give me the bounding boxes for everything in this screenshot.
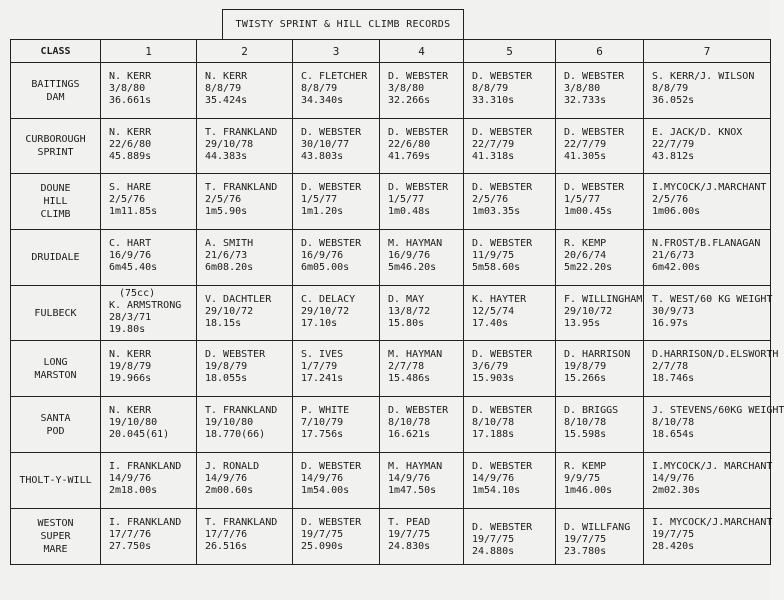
- record-cell: [101, 63, 197, 119]
- record-date: 2/5/76: [205, 194, 242, 205]
- record-time: 16.97s: [652, 318, 689, 329]
- record-time: 17.10s: [301, 318, 338, 329]
- record-cell: [556, 63, 644, 119]
- record-name: V. DACHTLER: [205, 294, 272, 305]
- record-name: D. WEBSTER: [472, 405, 533, 416]
- record-date: 2/5/76: [472, 194, 509, 205]
- record-date: 2/7/78: [388, 361, 425, 372]
- record-cell: [197, 509, 293, 565]
- record-time: 1m0.48s: [388, 206, 431, 217]
- record-cell: [101, 230, 197, 286]
- record-date: 3/8/80: [388, 83, 425, 94]
- record-name: T. WEST/60 KG WEIGHT: [652, 294, 773, 305]
- record-name: F. WILLINGHAM: [564, 294, 643, 305]
- record-time: 13.95s: [564, 318, 601, 329]
- record-cell: [293, 286, 380, 341]
- record-time: 28.420s: [652, 541, 695, 552]
- record-date: 14/9/76: [652, 473, 695, 484]
- record-cell: [464, 286, 556, 341]
- record-cell: [380, 341, 464, 397]
- record-time: 15.266s: [564, 373, 607, 384]
- record-time: 43.803s: [301, 151, 344, 162]
- record-date: 22/7/79: [652, 139, 695, 150]
- record-cell: [101, 509, 197, 565]
- record-time: 1m06.00s: [652, 206, 701, 217]
- record-name: D. WEBSTER: [472, 461, 533, 472]
- record-time: 5m58.60s: [472, 262, 521, 273]
- record-date: 7/10/79: [301, 417, 344, 428]
- record-cell: [101, 286, 197, 341]
- record-name: N. KERR: [109, 127, 152, 138]
- record-time: 24.830s: [388, 541, 431, 552]
- record-date: 2/5/76: [652, 194, 689, 205]
- record-cell: [644, 286, 771, 341]
- record-name: N. KERR: [109, 71, 152, 82]
- class-name-cell: LONG MARSTON: [11, 341, 101, 397]
- table-row: [11, 453, 771, 509]
- record-cell: [644, 397, 784, 453]
- record-name: D. BRIGGS: [564, 405, 619, 416]
- record-date: 8/10/78: [652, 417, 695, 428]
- record-time: 1m5.90s: [205, 206, 248, 217]
- record-date: 22/7/79: [564, 139, 607, 150]
- record-name: C. FLETCHER: [301, 71, 368, 82]
- record-cell: [101, 119, 197, 174]
- table-row: [11, 341, 771, 397]
- record-date: 8/8/79: [652, 83, 689, 94]
- table-row: [11, 286, 771, 341]
- record-cell: [197, 397, 293, 453]
- record-name: E. JACK/D. KNOX: [652, 127, 743, 138]
- record-date: 8/10/78: [564, 417, 607, 428]
- record-cell: [380, 230, 464, 286]
- record-cell: [380, 63, 464, 119]
- record-cell: [556, 119, 644, 174]
- record-name: J. STEVENS/60KG WEIGHT: [652, 405, 784, 416]
- record-name: D. WEBSTER: [472, 349, 533, 360]
- record-date: 19/7/75: [472, 534, 515, 545]
- record-date: 8/10/78: [472, 417, 515, 428]
- record-time: 18.15s: [205, 318, 242, 329]
- record-date: 22/7/79: [472, 139, 515, 150]
- record-cell: [197, 230, 293, 286]
- record-cell: [101, 453, 197, 509]
- record-name: D. HARRISON: [564, 349, 631, 360]
- record-cell: [556, 509, 644, 565]
- record-date: 8/8/79: [205, 83, 242, 94]
- record-name: N. KERR: [205, 71, 248, 82]
- column-header-2: 2: [197, 40, 293, 63]
- record-name: D. WEBSTER: [388, 127, 449, 138]
- record-name: D. WEBSTER: [301, 127, 362, 138]
- record-date: 14/9/76: [109, 473, 152, 484]
- record-date: 16/9/76: [109, 250, 152, 261]
- record-date: 17/7/76: [109, 529, 152, 540]
- record-date: 29/10/72: [564, 306, 613, 317]
- record-name: T. FRANKLAND: [205, 517, 278, 528]
- class-column-header: CLASS: [11, 40, 101, 63]
- records-table: [10, 39, 784, 565]
- record-time: 44.383s: [205, 151, 248, 162]
- record-date: 16/9/76: [301, 250, 344, 261]
- record-date: 3/8/80: [564, 83, 601, 94]
- record-cell: [644, 230, 771, 286]
- record-name: S. HARE: [109, 182, 152, 193]
- record-cell: [101, 174, 197, 230]
- record-date: 20/6/74: [564, 250, 607, 261]
- class-name-cell: THOLT-Y-WILL: [11, 453, 101, 509]
- record-name: M. HAYMAN: [388, 238, 443, 249]
- record-date: 2/5/76: [109, 194, 146, 205]
- record-name: D. WEBSTER: [301, 182, 362, 193]
- record-time: 20.045(61): [109, 429, 170, 440]
- record-cell: [101, 341, 197, 397]
- record-name: D. WEBSTER: [472, 127, 533, 138]
- record-time: 15.80s: [388, 318, 425, 329]
- record-cell: [380, 509, 464, 565]
- record-name: D. WEBSTER: [388, 182, 449, 193]
- record-time: 19.80s: [109, 324, 146, 335]
- record-cell: [644, 453, 771, 509]
- record-date: 8/8/79: [472, 83, 509, 94]
- record-cell: [380, 174, 464, 230]
- record-date: 29/10/72: [205, 306, 254, 317]
- record-time: 41.305s: [564, 151, 607, 162]
- record-name: D. MAY: [388, 294, 425, 305]
- record-date: 21/6/73: [205, 250, 248, 261]
- record-cell: [197, 453, 293, 509]
- column-header-1: 1: [101, 40, 197, 63]
- record-time: 1m11.85s: [109, 206, 158, 217]
- record-date: 1/7/79: [301, 361, 338, 372]
- record-time: 2m02.30s: [652, 485, 701, 496]
- record-time: 27.750s: [109, 541, 152, 552]
- record-name: D. WEBSTER: [301, 517, 362, 528]
- column-header-4: 4: [380, 40, 464, 63]
- record-time: 36.661s: [109, 95, 152, 106]
- record-date: 19/8/79: [564, 361, 607, 372]
- record-time: 34.340s: [301, 95, 344, 106]
- record-name: N.FROST/B.FLANAGAN: [652, 238, 761, 249]
- record-time: 25.090s: [301, 541, 344, 552]
- record-cell: [380, 397, 464, 453]
- record-time: 19.966s: [109, 373, 152, 384]
- record-name: I.MYCOCK/J. MARCHANT: [652, 461, 773, 472]
- record-cell: [464, 397, 556, 453]
- record-time: 1m47.50s: [388, 485, 437, 496]
- record-time: 36.052s: [652, 95, 695, 106]
- record-date: 8/10/78: [388, 417, 431, 428]
- record-time: 17.756s: [301, 429, 344, 440]
- record-name: P. WHITE: [301, 405, 350, 416]
- record-name: C. DELACY: [301, 294, 356, 305]
- record-name: S. IVES: [301, 349, 344, 360]
- record-date: 12/5/74: [472, 306, 515, 317]
- column-header-6: 6: [556, 40, 644, 63]
- record-name: R. KEMP: [564, 461, 607, 472]
- record-cell: [197, 341, 293, 397]
- record-cell: [644, 509, 771, 565]
- header-row: [11, 40, 771, 63]
- record-cell: [464, 119, 556, 174]
- record-date: 22/6/80: [388, 139, 431, 150]
- record-date: 14/9/76: [472, 473, 515, 484]
- record-date: 30/10/77: [301, 139, 350, 150]
- record-name: K. ARMSTRONG: [109, 300, 182, 311]
- record-date: 19/8/79: [205, 361, 248, 372]
- record-name: M. HAYMAN: [388, 461, 443, 472]
- record-time: 32.733s: [564, 95, 607, 106]
- record-name: D. WEBSTER: [205, 349, 266, 360]
- class-name-cell: BAITINGS DAM: [11, 63, 101, 119]
- record-time: 33.310s: [472, 95, 515, 106]
- record-cell: [101, 397, 197, 453]
- record-name: I. MYCOCK/J.MARCHANT: [652, 517, 773, 528]
- record-time: 2m00.60s: [205, 485, 254, 496]
- record-name: D. WEBSTER: [564, 127, 625, 138]
- record-date: 19/10/80: [109, 417, 158, 428]
- record-time: 1m00.45s: [564, 206, 613, 217]
- record-time: 17.188s: [472, 429, 515, 440]
- record-date: 30/9/73: [652, 306, 695, 317]
- class-name-cell: DOUNE HILL CLIMB: [11, 174, 101, 230]
- record-name: D. WEBSTER: [564, 71, 625, 82]
- record-cell: [197, 119, 293, 174]
- record-time: 26.516s: [205, 541, 248, 552]
- record-time: 23.780s: [564, 546, 607, 557]
- record-time: 6m08.20s: [205, 262, 254, 273]
- record-time: 41.769s: [388, 151, 431, 162]
- record-cell: [380, 119, 464, 174]
- class-name-cell: SANTA POD: [11, 397, 101, 453]
- record-time: 18.654s: [652, 429, 695, 440]
- record-time: 5m46.20s: [388, 262, 437, 273]
- record-name: D. WEBSTER: [388, 71, 449, 82]
- record-name: I. FRANKLAND: [109, 517, 182, 528]
- record-cell: [464, 174, 556, 230]
- class-name-cell: CURBOROUGH SPRINT: [11, 119, 101, 174]
- record-cell: [293, 230, 380, 286]
- record-cell: [556, 286, 644, 341]
- record-name: D. WEBSTER: [301, 238, 362, 249]
- record-time: 43.812s: [652, 151, 695, 162]
- record-time: 6m45.40s: [109, 262, 158, 273]
- record-time: 1m46.00s: [564, 485, 613, 496]
- record-cell: [556, 397, 644, 453]
- record-time: 45.889s: [109, 151, 152, 162]
- record-cell: [464, 341, 556, 397]
- class-name-cell: DRUIDALE: [11, 230, 101, 286]
- record-name: N. KERR: [109, 405, 152, 416]
- record-time: 41.318s: [472, 151, 515, 162]
- record-cell: [293, 397, 380, 453]
- record-cell: [556, 174, 644, 230]
- record-time: 18.055s: [205, 373, 248, 384]
- record-cell: [380, 453, 464, 509]
- record-time: 15.598s: [564, 429, 607, 440]
- record-date: 16/9/76: [388, 250, 431, 261]
- record-date: 22/6/80: [109, 139, 152, 150]
- record-name: I. FRANKLAND: [109, 461, 182, 472]
- record-name: T. FRANKLAND: [205, 405, 278, 416]
- record-name: T. FRANKLAND: [205, 127, 278, 138]
- record-time: 32.266s: [388, 95, 431, 106]
- record-time: 1m1.20s: [301, 206, 344, 217]
- record-time: 18.770(66): [205, 429, 266, 440]
- record-name: D. WEBSTER: [301, 461, 362, 472]
- record-cell: [556, 453, 644, 509]
- record-cell: [464, 230, 556, 286]
- record-date: 2/7/78: [652, 361, 689, 372]
- record-cell: [197, 174, 293, 230]
- record-date: 28/3/71: [109, 312, 152, 323]
- record-date: 8/8/79: [301, 83, 338, 94]
- record-date: 1/5/77: [301, 194, 338, 205]
- record-cell: [644, 174, 771, 230]
- record-cell: [197, 286, 293, 341]
- record-time: 5m22.20s: [564, 262, 613, 273]
- table-row: [11, 119, 771, 174]
- column-header-5: 5: [464, 40, 556, 63]
- record-name: M. HAYMAN: [388, 349, 443, 360]
- record-time: 1m03.35s: [472, 206, 521, 217]
- record-cell: [293, 453, 380, 509]
- record-name: T. FRANKLAND: [205, 182, 278, 193]
- table-row: [11, 230, 771, 286]
- record-cell: [293, 174, 380, 230]
- record-name: D. WEBSTER: [472, 71, 533, 82]
- record-date: 9/9/75: [564, 473, 601, 484]
- column-header-7: 7: [644, 40, 771, 63]
- record-date: 3/8/80: [109, 83, 146, 94]
- record-time: 17.241s: [301, 373, 344, 384]
- record-date: 1/5/77: [564, 194, 601, 205]
- record-name: D. WILLFANG: [564, 522, 631, 533]
- record-name: D.HARRISON/D.ELSWORTH: [652, 349, 779, 360]
- record-date: 29/10/78: [205, 139, 254, 150]
- record-time: 18.746s: [652, 373, 695, 384]
- record-time: 16.621s: [388, 429, 431, 440]
- record-cell: [644, 341, 779, 397]
- record-note: (75cc): [119, 288, 156, 299]
- record-cell: [556, 341, 644, 397]
- record-name: K. HAYTER: [472, 294, 527, 305]
- record-time: 1m54.00s: [301, 485, 350, 496]
- record-name: A. SMITH: [205, 238, 254, 249]
- record-name: D. WEBSTER: [472, 182, 533, 193]
- record-date: 11/9/75: [472, 250, 515, 261]
- record-cell: [464, 509, 556, 565]
- record-name: J. RONALD: [205, 461, 260, 472]
- record-time: 35.424s: [205, 95, 248, 106]
- record-date: 19/7/75: [301, 529, 344, 540]
- records-body: [11, 63, 784, 565]
- record-name: D. WEBSTER: [472, 522, 533, 533]
- record-date: 19/7/75: [652, 529, 695, 540]
- record-time: 17.40s: [472, 318, 509, 329]
- record-cell: [293, 63, 380, 119]
- table-row: [11, 63, 771, 119]
- record-date: 19/7/75: [564, 534, 607, 545]
- record-name: R. KEMP: [564, 238, 607, 249]
- record-cell: [644, 63, 771, 119]
- record-cell: [293, 119, 380, 174]
- record-name: D. WEBSTER: [472, 238, 533, 249]
- record-name: D. WEBSTER: [564, 182, 625, 193]
- record-time: 1m54.10s: [472, 485, 521, 496]
- record-name: D. WEBSTER: [388, 405, 449, 416]
- record-date: 19/10/80: [205, 417, 254, 428]
- class-name-cell: WESTON SUPER MARE: [11, 509, 101, 565]
- record-date: 3/6/79: [472, 361, 509, 372]
- record-date: 21/6/73: [652, 250, 695, 261]
- record-name: C. HART: [109, 238, 152, 249]
- record-cell: [556, 230, 644, 286]
- record-date: 14/9/76: [205, 473, 248, 484]
- record-date: 19/8/79: [109, 361, 152, 372]
- record-time: 6m42.00s: [652, 262, 701, 273]
- record-time: 15.903s: [472, 373, 515, 384]
- record-time: 6m05.00s: [301, 262, 350, 273]
- table-row: [11, 509, 771, 565]
- record-date: 17/7/76: [205, 529, 248, 540]
- record-date: 29/10/72: [301, 306, 350, 317]
- record-date: 19/7/75: [388, 529, 431, 540]
- record-name: T. PEAD: [388, 517, 431, 528]
- record-name: N. KERR: [109, 349, 152, 360]
- record-cell: [197, 63, 293, 119]
- sheet-title: TWISTY SPRINT & HILL CLIMB RECORDS: [222, 9, 464, 39]
- record-cell: [293, 341, 380, 397]
- class-name-cell: FULBECK: [11, 286, 101, 341]
- record-date: 14/9/76: [301, 473, 344, 484]
- record-date: 1/5/77: [388, 194, 425, 205]
- record-time: 15.486s: [388, 373, 431, 384]
- table-row: [11, 397, 771, 453]
- record-time: 24.880s: [472, 546, 515, 557]
- record-cell: [464, 453, 556, 509]
- table-row: [11, 174, 771, 230]
- record-cell: [293, 509, 380, 565]
- record-cell: [464, 63, 556, 119]
- record-date: 14/9/76: [388, 473, 431, 484]
- record-cell: [644, 119, 771, 174]
- column-header-3: 3: [293, 40, 380, 63]
- record-cell: [380, 286, 464, 341]
- record-name: S. KERR/J. WILSON: [652, 71, 755, 82]
- record-date: 13/8/72: [388, 306, 431, 317]
- record-time: 2m18.00s: [109, 485, 158, 496]
- record-name: I.MYCOCK/J.MARCHANT: [652, 182, 767, 193]
